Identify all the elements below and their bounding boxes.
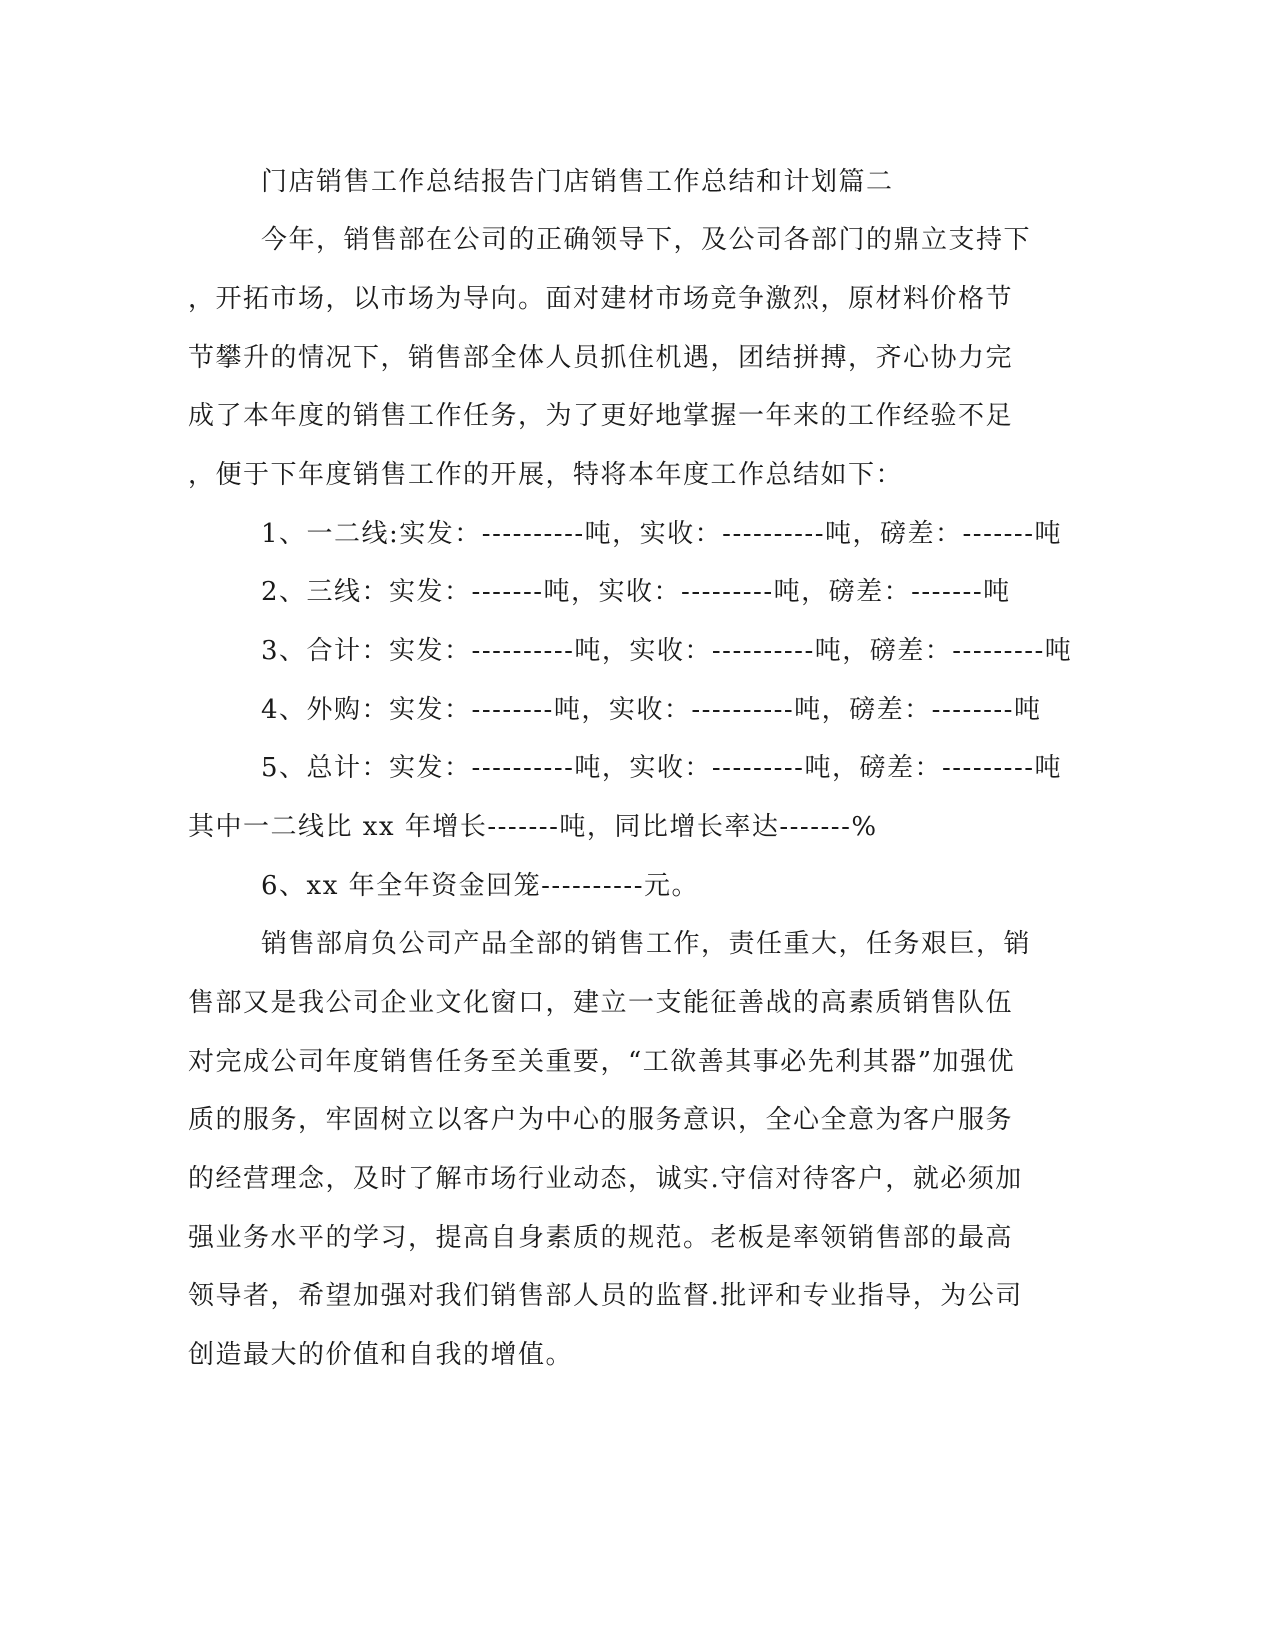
- paragraph-line: 成了本年度的销售工作任务，为了更好地掌握一年来的工作经验不足: [188, 401, 1014, 431]
- paragraph-line: 销售部肩负公司产品全部的销售工作，责任重大，任务艰巨，销: [261, 929, 1032, 959]
- list-item: 4、外购：实发：--------吨，实收：----------吨，磅差：--------吨: [261, 695, 1042, 725]
- paragraph-line: 创造最大的价值和自我的增值。: [188, 1340, 574, 1370]
- paragraph-line: 售部又是我公司企业文化窗口，建立一支能征善战的高素质销售队伍: [188, 988, 1014, 1018]
- paragraph-line: 节攀升的情况下，销售部全体人员抓住机遇，团结拼搏，齐心协力完: [188, 343, 1014, 373]
- paragraph-line: 强业务水平的学习，提高自身素质的规范。老板是率领销售部的最高: [188, 1223, 1014, 1253]
- paragraph-line: 的经营理念，及时了解市场行业动态，诚实.守信对待客户，就必须加: [188, 1164, 1023, 1194]
- paragraph-line: ，开拓市场，以市场为导向。面对建材市场竞争激烈，原材料价格节: [188, 284, 1014, 314]
- list-item: 2、三线：实发：-------吨，实收：---------吨，磅差：-------吨: [261, 577, 1011, 607]
- paragraph-line: 今年，销售部在公司的正确领导下，及公司各部门的鼎立支持下: [261, 225, 1032, 255]
- growth-line: 其中一二线比 xx 年增长-------吨，同比增长率达-------%: [188, 812, 878, 842]
- paragraph-line: 领导者，希望加强对我们销售部人员的监督.批评和专业指导，为公司: [188, 1281, 1023, 1311]
- paragraph-line: 对完成公司年度销售任务至关重要，“工欲善其事必先利其器”加强优: [188, 1047, 1016, 1077]
- list-item: 5、总计：实发：----------吨，实收：---------吨，磅差：---------吨: [261, 753, 1063, 783]
- list-item: 1、一二线:实发：----------吨，实收：----------吨，磅差：-------吨: [261, 519, 1063, 549]
- list-item: 3、合计：实发：----------吨，实收：----------吨，磅差：---------吨: [261, 636, 1073, 666]
- paragraph-line: ，便于下年度销售工作的开展，特将本年度工作总结如下：: [188, 460, 904, 490]
- document-title: 门店销售工作总结报告门店销售工作总结和计划篇二: [261, 167, 894, 197]
- paragraph-line: 质的服务，牢固树立以客户为中心的服务意识，全心全意为客户服务: [188, 1105, 1014, 1135]
- funds-line: 6、xx 年全年资金回笼----------元。: [261, 871, 699, 901]
